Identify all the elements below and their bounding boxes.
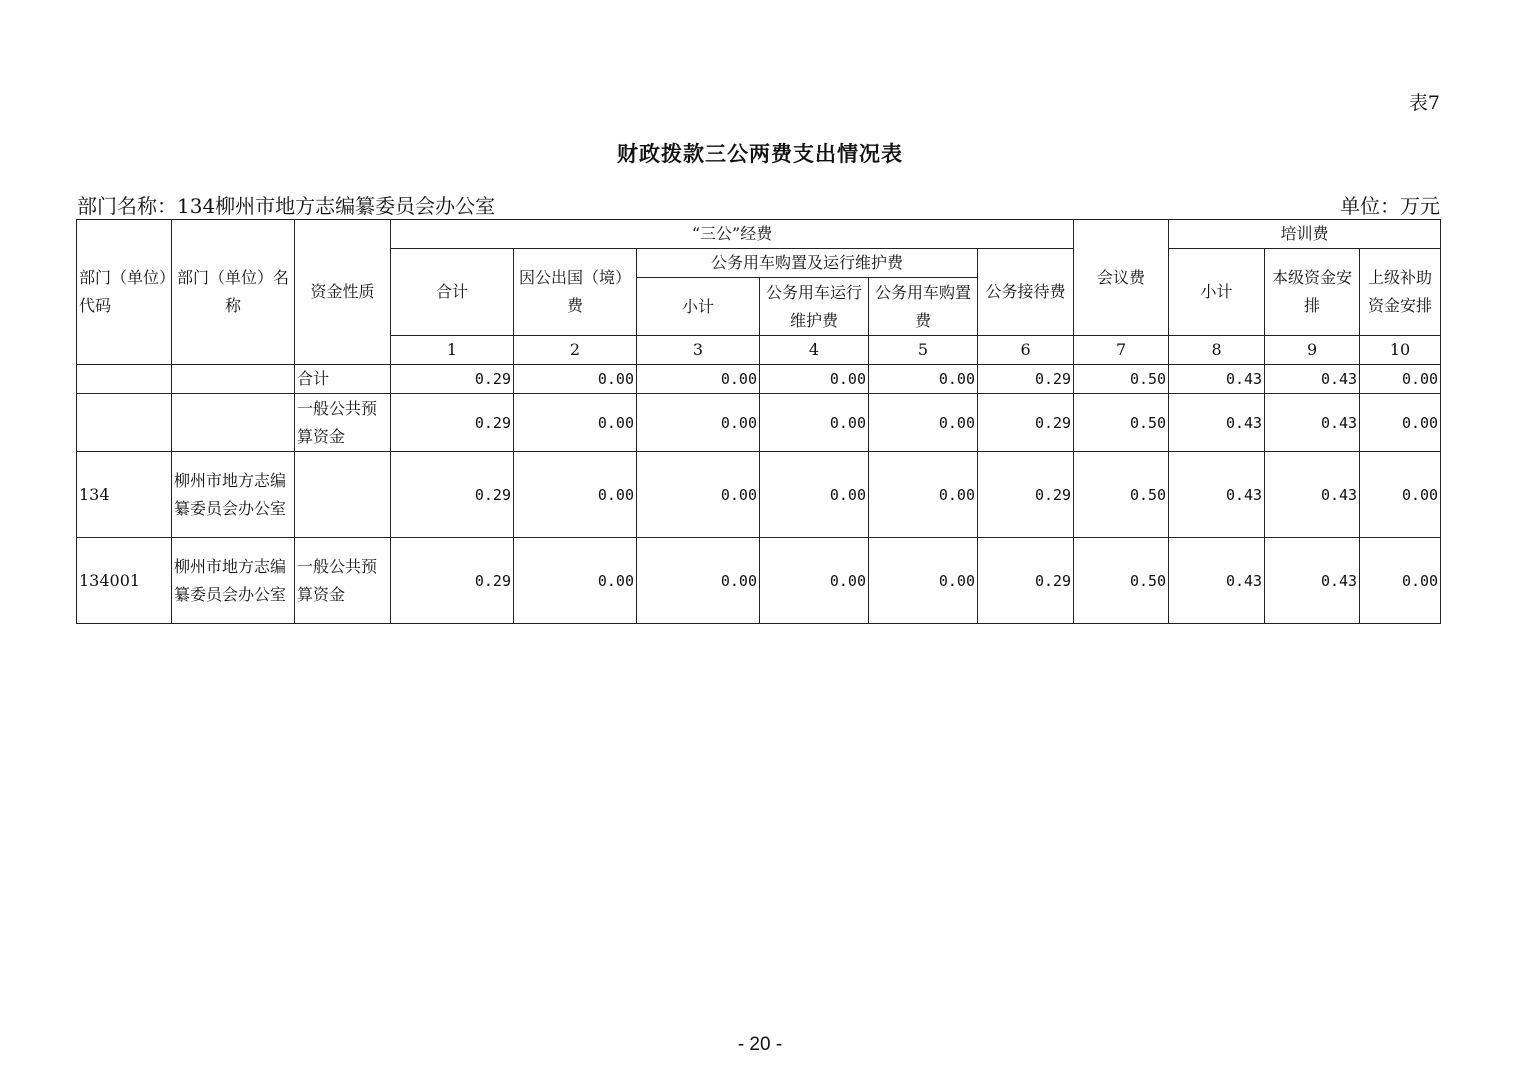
cell-value: 0.50	[1074, 538, 1169, 624]
page-title: 财政拨款三公两费支出情况表	[617, 141, 903, 166]
cell-value: 0.29	[978, 452, 1074, 538]
col-number: 2	[514, 336, 637, 365]
cell-fund: 一般公共预算资金	[295, 394, 391, 452]
header-car-group: 公务用车购置及运行维护费	[637, 249, 978, 278]
cell-name	[172, 365, 295, 394]
cell-code	[77, 365, 172, 394]
col-number: 5	[869, 336, 978, 365]
cell-value: 0.00	[514, 394, 637, 452]
header-total: 合计	[391, 249, 514, 336]
header-car-buy: 公务用车购置费	[869, 278, 978, 336]
cell-value: 0.00	[869, 538, 978, 624]
col-number: 10	[1360, 336, 1441, 365]
cell-value: 0.00	[514, 365, 637, 394]
unit-label: 单位：万元	[1340, 194, 1440, 218]
table-number: 表7	[1408, 92, 1440, 114]
cell-value: 0.00	[637, 394, 760, 452]
cell-value: 0.43	[1265, 452, 1360, 538]
header-fund-type: 资金性质	[295, 220, 391, 365]
page-number: - 20 -	[737, 1034, 783, 1055]
cell-value: 0.00	[1360, 452, 1441, 538]
cell-fund: 一般公共预算资金	[295, 538, 391, 624]
cell-value: 0.00	[514, 538, 637, 624]
cell-value: 0.50	[1074, 394, 1169, 452]
cell-value: 0.50	[1074, 365, 1169, 394]
cell-code: 134001	[77, 538, 172, 624]
cell-value: 0.50	[1074, 452, 1169, 538]
col-number: 6	[978, 336, 1074, 365]
table-row	[77, 365, 1441, 394]
cell-value: 0.43	[1169, 365, 1265, 394]
table-row	[77, 452, 1441, 538]
header-training: 培训费	[1169, 220, 1441, 249]
cell-value: 0.29	[978, 394, 1074, 452]
cell-value: 0.43	[1169, 538, 1265, 624]
cell-value: 0.43	[1265, 394, 1360, 452]
cell-code: 134	[77, 452, 172, 538]
cell-name	[172, 394, 295, 452]
header-train-local: 本级资金安排	[1265, 249, 1360, 336]
cell-fund	[295, 452, 391, 538]
cell-value: 0.00	[1360, 538, 1441, 624]
cell-value: 0.29	[978, 538, 1074, 624]
header-abroad: 因公出国（境）费	[514, 249, 637, 336]
cell-value: 0.00	[514, 452, 637, 538]
cell-value: 0.43	[1169, 394, 1265, 452]
col-number: 3	[637, 336, 760, 365]
header-sangong: “三公”经费	[391, 220, 1074, 249]
cell-value: 0.29	[391, 365, 514, 394]
cell-value: 0.00	[1360, 365, 1441, 394]
cell-value: 0.00	[869, 394, 978, 452]
cell-value: 0.00	[760, 365, 869, 394]
cell-value: 0.00	[760, 538, 869, 624]
header-meeting: 会议费	[1074, 220, 1169, 336]
cell-value: 0.00	[637, 452, 760, 538]
cell-value: 0.29	[391, 394, 514, 452]
cell-value: 0.29	[391, 452, 514, 538]
cell-name: 柳州市地方志编纂委员会办公室	[172, 452, 295, 538]
header-car-run: 公务用车运行维护费	[760, 278, 869, 336]
header-dept-code: 部门（单位）代码	[77, 220, 172, 365]
cell-value: 0.00	[637, 538, 760, 624]
cell-name: 柳州市地方志编纂委员会办公室	[172, 538, 295, 624]
cell-value: 0.43	[1265, 538, 1360, 624]
col-number: 9	[1265, 336, 1360, 365]
cell-fund: 合计	[295, 365, 391, 394]
col-number: 1	[391, 336, 514, 365]
header-dept-name: 部门（单位）名称	[172, 220, 295, 365]
table-row	[77, 538, 1441, 624]
cell-value: 0.29	[391, 538, 514, 624]
col-number: 4	[760, 336, 869, 365]
cell-value: 0.00	[637, 365, 760, 394]
header-car-subtotal: 小计	[637, 278, 760, 336]
cell-value: 0.43	[1265, 365, 1360, 394]
cell-value: 0.43	[1169, 452, 1265, 538]
cell-value: 0.00	[760, 394, 869, 452]
header-reception: 公务接待费	[978, 249, 1074, 336]
cell-value: 0.00	[869, 365, 978, 394]
department-label: 部门名称：134柳州市地方志编纂委员会办公室	[77, 194, 496, 218]
expense-table	[76, 219, 1441, 624]
col-number: 7	[1074, 336, 1169, 365]
cell-value: 0.00	[1360, 394, 1441, 452]
cell-value: 0.29	[978, 365, 1074, 394]
col-number: 8	[1169, 336, 1265, 365]
cell-value: 0.00	[760, 452, 869, 538]
table-row	[77, 394, 1441, 452]
header-train-upper: 上级补助资金安排	[1360, 249, 1441, 336]
cell-value: 0.00	[869, 452, 978, 538]
header-train-subtotal: 小计	[1169, 249, 1265, 336]
cell-code	[77, 394, 172, 452]
